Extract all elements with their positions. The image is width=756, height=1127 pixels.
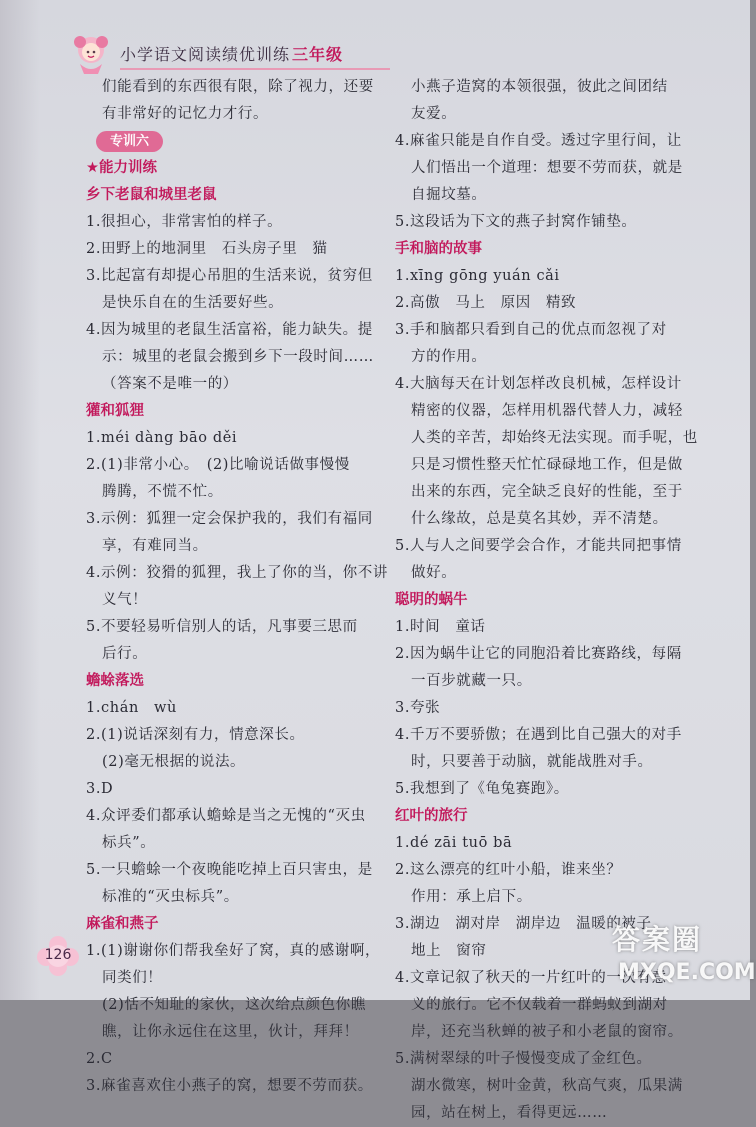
answer-line: 5.不要轻易听信别人的话，凡事要三思而 <box>86 619 358 635</box>
answer-line: 4.大脑每天在计划怎样改良机械，怎样设计 <box>395 376 682 392</box>
section-title: 手和脑的故事 <box>395 241 482 257</box>
answer-line: 4.麻雀只能是自作自受。透过字里行间，让 <box>395 133 682 149</box>
watermark-logo-text: 答案圈 <box>612 923 703 956</box>
answer-line: 人们悟出一个道理：想要不劳而获，就是 <box>411 160 683 176</box>
page-number-badge <box>36 935 80 979</box>
site-watermark <box>612 916 756 996</box>
page-header <box>68 28 398 80</box>
answer-line: 3.示例：狐狸一定会保护我的，我们有福同 <box>86 511 373 527</box>
answer-line: 一百步就藏一只。 <box>411 673 532 689</box>
answer-line: 2.(1)非常小心。 (2)比喻说话做事慢慢 <box>86 457 350 473</box>
answer-line: 1.méi dàng bāo děi <box>86 430 238 446</box>
section-title: 乡下老鼠和城里老鼠 <box>86 187 217 203</box>
answer-line: 4.众评委们都承认蟾蜍是当之无愧的“灭虫 <box>86 808 366 824</box>
answer-line: 义的旅行。它不仅载着一群蚂蚁到湖对 <box>411 997 668 1013</box>
answer-line: 做好。 <box>411 565 457 581</box>
answer-line: 只是习惯性整天忙忙碌碌地工作，但是做 <box>411 457 683 473</box>
answer-line: 5.一只蟾蜍一个夜晚能吃掉上百只害虫，是 <box>86 862 373 878</box>
answer-line: 义气！ <box>102 592 148 608</box>
answer-line: 湖水微寒，树叶金黄，秋高气爽，瓜果满 <box>411 1078 683 1094</box>
answer-line: 3.手和脑都只看到自己的优点而忽视了对 <box>395 322 667 338</box>
answer-line: 1.xīng gōng yuán cǎi <box>395 268 560 284</box>
page-number: 126 <box>44 947 72 963</box>
section-title: 麻雀和燕子 <box>86 916 159 932</box>
answer-line: 1.dé zāi tuō bā <box>395 835 513 851</box>
answer-line: 2.(1)说话深刻有力，情意深长。 <box>86 727 305 743</box>
answer-line: 自掘坟墓。 <box>411 187 487 203</box>
answer-line: 同类们！ <box>102 970 163 986</box>
answer-line: 5.这段话为下文的燕子封窝作铺垫。 <box>395 214 637 230</box>
header-underline <box>120 68 390 70</box>
answer-line: 3.麻雀喜欢住小燕子的窝，想要不劳而获。 <box>86 1078 373 1094</box>
book-title <box>120 42 343 65</box>
answer-line: 3.湖边 湖对岸 湖岸边 温暖的被子 <box>395 916 652 932</box>
answer-line: 2.因为蜗牛让它的同胞沿着比赛路线，每隔 <box>395 646 682 662</box>
answer-line: 人类的辛苦，却始终无法实现。而手呢，也 <box>411 430 698 446</box>
answer-line: 是快乐自在的生活要好些。 <box>102 295 284 311</box>
unit-tag: 专训六 <box>96 131 163 152</box>
answer-line: 时，只要善于动脑，就能战胜对手。 <box>411 754 653 770</box>
answer-line: 示：城里的老鼠会搬到乡下一段时间…… <box>102 349 374 365</box>
answer-line: 享，有难同当。 <box>102 538 208 554</box>
answer-line: 什么缘故，总是莫名其妙，弄不清楚。 <box>411 511 668 527</box>
answer-line: 作用：承上启下。 <box>411 889 532 905</box>
answer-line: 有非常好的记忆力才行。 <box>102 106 269 122</box>
answer-line: 2.C <box>86 1051 113 1067</box>
answer-line: 地上 窗帘 <box>411 943 487 959</box>
cartoon-girl-logo-icon <box>68 30 114 76</box>
grade-label: 三年级 <box>292 45 344 64</box>
answer-line: 们能看到的东西很有限，除了视力，还要 <box>102 79 374 95</box>
answer-line: 2.这么漂亮的红叶小船，谁来坐？ <box>395 862 622 878</box>
watermark-domain: MXQE.COM <box>618 960 756 985</box>
ability-training-heading: ★能力训练 <box>86 160 157 176</box>
answer-line: 4.因为城里的老鼠生活富裕，能力缺失。提 <box>86 322 373 338</box>
answer-line: 岸，还充当秋蝉的被子和小老鼠的窗帘。 <box>411 1024 683 1040</box>
answer-line: 4.千万不要骄傲；在遇到比自己强大的对手 <box>395 727 682 743</box>
answer-line: 3.比起富有却提心吊胆的生活来说，贫穷但 <box>86 268 373 284</box>
answer-line: 2.田野上的地洞里 石头房子里 猫 <box>86 241 328 257</box>
answer-line: 2.高傲 马上 原因 精致 <box>395 295 577 311</box>
answer-line: 5.人与人之间要学会合作，才能共同把事情 <box>395 538 682 554</box>
unit-tag-row <box>86 128 386 155</box>
answer-line: 5.我想到了《龟兔赛跑》。 <box>395 781 569 797</box>
answer-line: 1.(1)谢谢你们帮我垒好了窝，真的感谢啊， <box>86 943 381 959</box>
section-title: 獾和狐狸 <box>86 403 144 419</box>
answer-line: 1.chán wù <box>86 700 177 716</box>
left-answer-column <box>86 74 386 1100</box>
answer-line: 方的作用。 <box>411 349 487 365</box>
answer-line: 出来的东西，完全缺乏良好的性能，至于 <box>411 484 683 500</box>
answer-line: 4.文章记叙了秋天的一片红叶的一次有意 <box>395 970 667 986</box>
answer-line: 1.很担心，非常害怕的样子。 <box>86 214 283 230</box>
answer-line: 小燕子造窝的本领很强，彼此之间团结 <box>411 79 668 95</box>
answer-line: 友爱。 <box>411 106 457 122</box>
answer-line: 精密的仪器，怎样用机器代替人力，减轻 <box>411 403 683 419</box>
section-title: 蟾蜍落选 <box>86 673 144 689</box>
answer-line: 5.满树翠绿的叶子慢慢变成了金红色。 <box>395 1051 652 1067</box>
answer-line: (2)恬不知耻的家伙，这次给点颜色你瞧 <box>102 997 366 1013</box>
answer-line: 4.示例：狡猾的狐狸，我上了你的当，你不讲 <box>86 565 388 581</box>
answer-line: 3.D <box>86 781 114 797</box>
answer-line: 瞧，让你永远住在这里，伙计，拜拜！ <box>102 1024 359 1040</box>
answer-line: (2)毫无根据的说法。 <box>102 754 246 770</box>
section-title: 聪明的蜗牛 <box>395 592 468 608</box>
answer-line: （答案不是唯一的） <box>102 376 238 392</box>
answer-line: 1.时间 童话 <box>395 619 486 635</box>
answer-line: 园，站在树上，看得更远…… <box>411 1105 608 1121</box>
answer-line: 标准的“灭虫标兵”。 <box>102 889 239 905</box>
answer-line: 标兵”。 <box>102 835 156 851</box>
answer-line: 3.夸张 <box>395 700 441 716</box>
section-title: 红叶的旅行 <box>395 808 468 824</box>
book-series-title: 小学语文阅读绩优训练 <box>120 45 291 64</box>
answer-line: 腾腾，不慌不忙。 <box>102 484 223 500</box>
answer-line: 后行。 <box>102 646 148 662</box>
